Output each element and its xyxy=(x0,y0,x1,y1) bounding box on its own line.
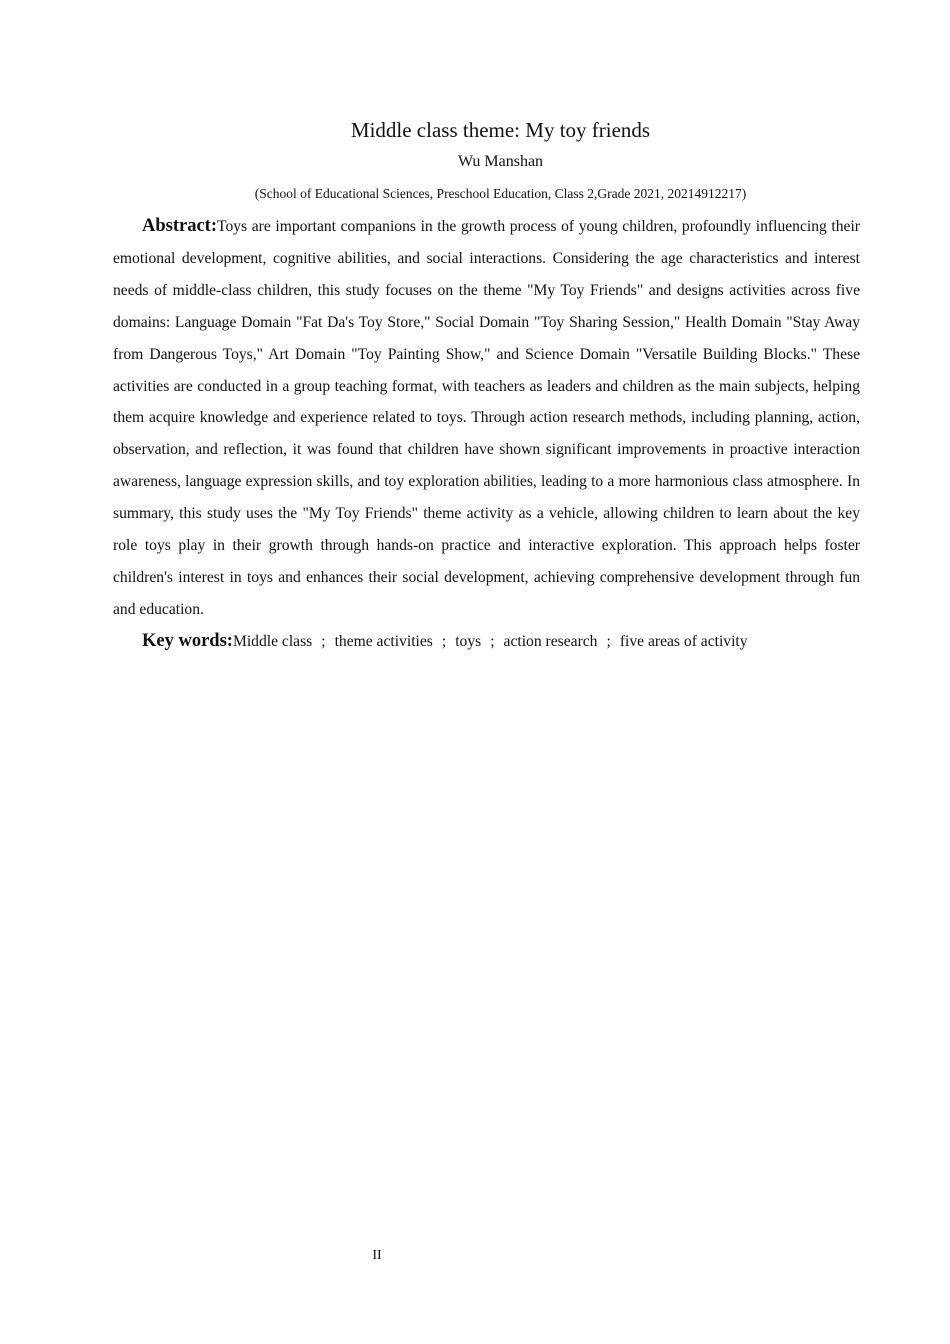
page-number: II xyxy=(372,1248,382,1263)
keyword-separator: ; xyxy=(606,633,611,650)
author-affiliation: (School of Educational Sciences, Preschool Education, Class 2,Grade 2021, 20214912217) xyxy=(254,186,747,201)
keywords-line xyxy=(142,626,860,657)
abstract-label: Abstract: xyxy=(142,216,218,236)
keyword-separator: ; xyxy=(490,633,495,650)
keyword-separator: ; xyxy=(321,633,326,650)
abstract-paragraph xyxy=(113,211,860,626)
keywords-label: Key words: xyxy=(142,631,233,651)
author-name: Wu Manshan xyxy=(457,153,544,170)
keyword-item: five areas of activity xyxy=(619,633,748,650)
keyword-item: action research xyxy=(503,633,598,650)
keyword-separator: ; xyxy=(441,633,447,650)
paper-title: Middle class theme: My toy friends xyxy=(350,118,651,142)
keyword-item: Middle class xyxy=(232,633,313,650)
keyword-item: toys xyxy=(455,633,482,650)
keyword-item: theme activities xyxy=(334,633,433,650)
abstract-text: Toys are important companions in the growth process of young children, profoundly influencing their emotional development, cognitive abilities, and social interactions. Considering the age characteristics and interest needs of middle-class children, this study focuses on the theme "My Toy Friends" and designs activities across five domains: Language Domain "Fat Da's Toy Store," Social Domain "Toy Sharing Session," Health Domain "Stay Away from Dangerous Toys," Art Domain "Toy Painting Show," and Science Domain "Versatile Building Blocks." These activities are conducted in a group teaching format, with teachers as leaders and children as the main subjects, helping them acquire knowledge and experience related to toys. Through action research methods, including planning, action, observation, and reflection, it was found that children have shown significant improvements in proactive interaction awareness, language expression skills, and toy exploration abilities, leading to a more harmonious class atmosphere. In summary, this study uses the "My Toy Friends" theme activity as a vehicle, allowing children to learn about the key role toys play in their growth through hands-on practice and interactive exploration. This approach helps foster children's interest in toys and enhances their social development, achieving comprehensive development through fun and education. xyxy=(113,218,860,618)
